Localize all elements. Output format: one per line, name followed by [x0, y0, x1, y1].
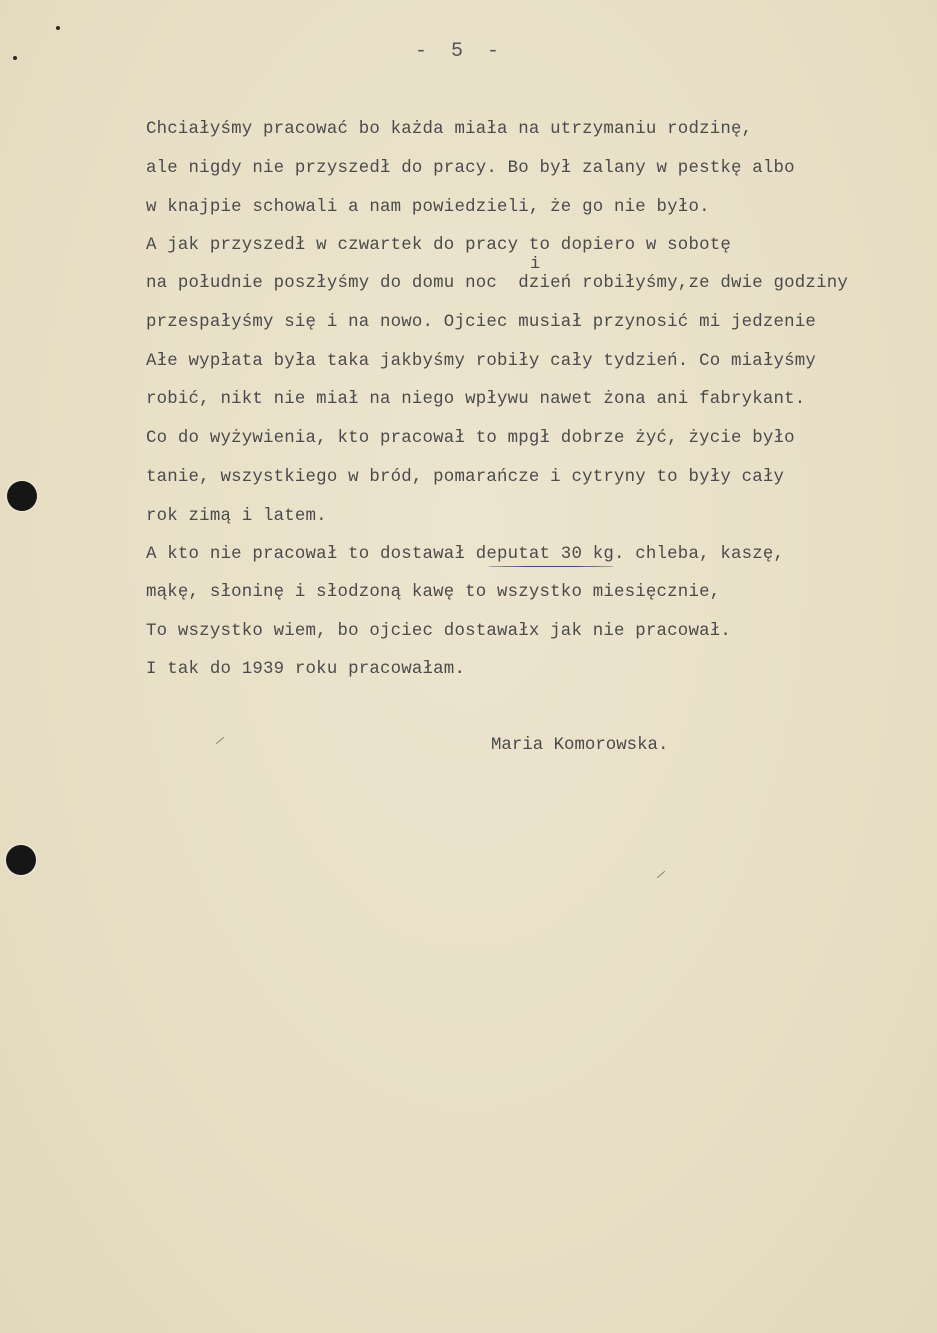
text-line: robić, nikt nie miał na niego wpływu nawet żona ani fabrykant. [146, 390, 806, 409]
text-line: na południe poszłyśmy do domu noc dzień robiłyśmy,ze dwie godziny [146, 274, 848, 293]
text-line: A jak przyszedł w czwartek do pracy to dopiero w sobotę [146, 236, 731, 255]
text-line: I tak do 1939 roku pracowałam. [146, 660, 466, 679]
text-line: przespałyśmy się i na nowo. Ojciec musiał przynosić mi jedzenie [146, 313, 817, 332]
ink-speck [56, 26, 60, 30]
text-line: Chciałyśmy pracować bo każda miała na utrzymaniu rodzinę, [146, 120, 753, 139]
text-line: tanie, wszystkiego w bród, pomarańcze i cytryny to były cały [146, 468, 785, 487]
ink-speck [13, 56, 17, 60]
handwritten-underline [488, 566, 614, 567]
text-line: Co do wyżywienia, kto pracował to mpgł dobrze żyć, życie było [146, 429, 795, 448]
signature: Maria Komorowska. [491, 736, 669, 755]
interlinear-insert: i [530, 255, 541, 274]
text-line: ale nigdy nie przyszedł do pracy. Bo był zalany w pestkę albo [146, 159, 795, 178]
punch-hole-upper [7, 481, 37, 511]
text-line: Ałe wypłata była taka jakbyśmy robiły cały tydzień. Co miałyśmy [146, 352, 817, 371]
text-line: w knajpie schowali a nam powiedzieli, że go nie było. [146, 198, 710, 217]
text-line: mąkę, słoninę i słodzoną kawę to wszystko miesięcznie, [146, 583, 721, 602]
text-line: To wszystko wiem, bo ojciec dostawałx jak nie pracował. [146, 622, 731, 641]
pencil-mark [216, 737, 224, 744]
pencil-mark [657, 871, 665, 878]
text-line: A kto nie pracował to dostawał deputat 30 kg. chleba, kaszę, [146, 545, 785, 564]
punch-hole-lower [6, 845, 36, 875]
text-line: rok zimą i latem. [146, 507, 327, 526]
page-number: - 5 - [415, 40, 506, 63]
